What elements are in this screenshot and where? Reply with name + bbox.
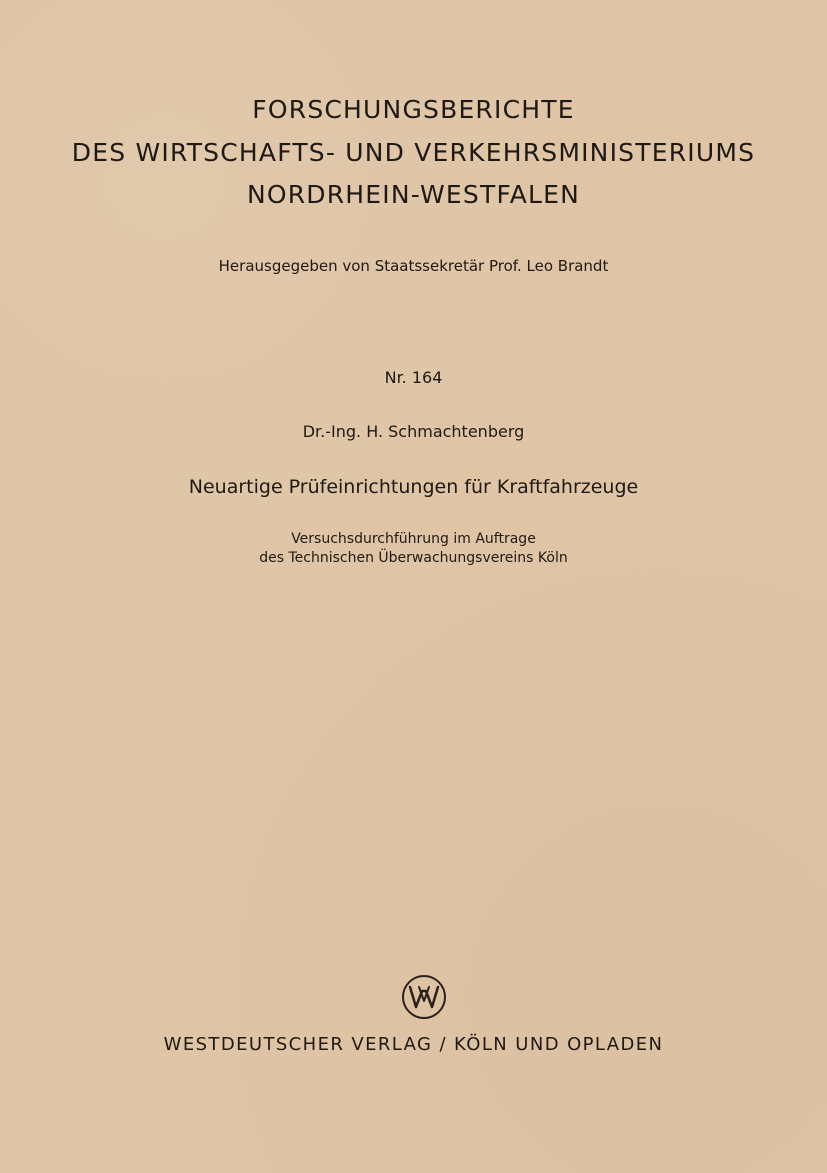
subtitle-line-1: Versuchsdurchführung im Auftrage [291,531,536,547]
author-name: Dr.-Ing. H. Schmachtenberg [302,422,525,441]
editor-line: Herausgegeben von Staatssekretär Prof. Leo Brandt [218,257,609,275]
series-title-line-1: FORSCHUNGSBERICHTE [252,95,575,124]
report-title: Neuartige Prüfeinrichtungen für Kraftfahrzeuge [188,476,639,498]
report-number: Nr. 164 [384,368,443,387]
subtitle-line-2: des Technischen Überwachungsvereins Köln [259,549,568,566]
publisher-logo-icon [402,975,446,1019]
subtitle-block [0,530,827,568]
series-title-line-2: DES WIRTSCHAFTS- UND VERKEHRSMINISTERIUMS [71,138,756,167]
publisher-line: WESTDEUTSCHER VERLAG / KÖLN UND OPLADEN [163,1034,664,1055]
series-title-line-3: NORDRHEIN-WESTFALEN [246,180,581,209]
